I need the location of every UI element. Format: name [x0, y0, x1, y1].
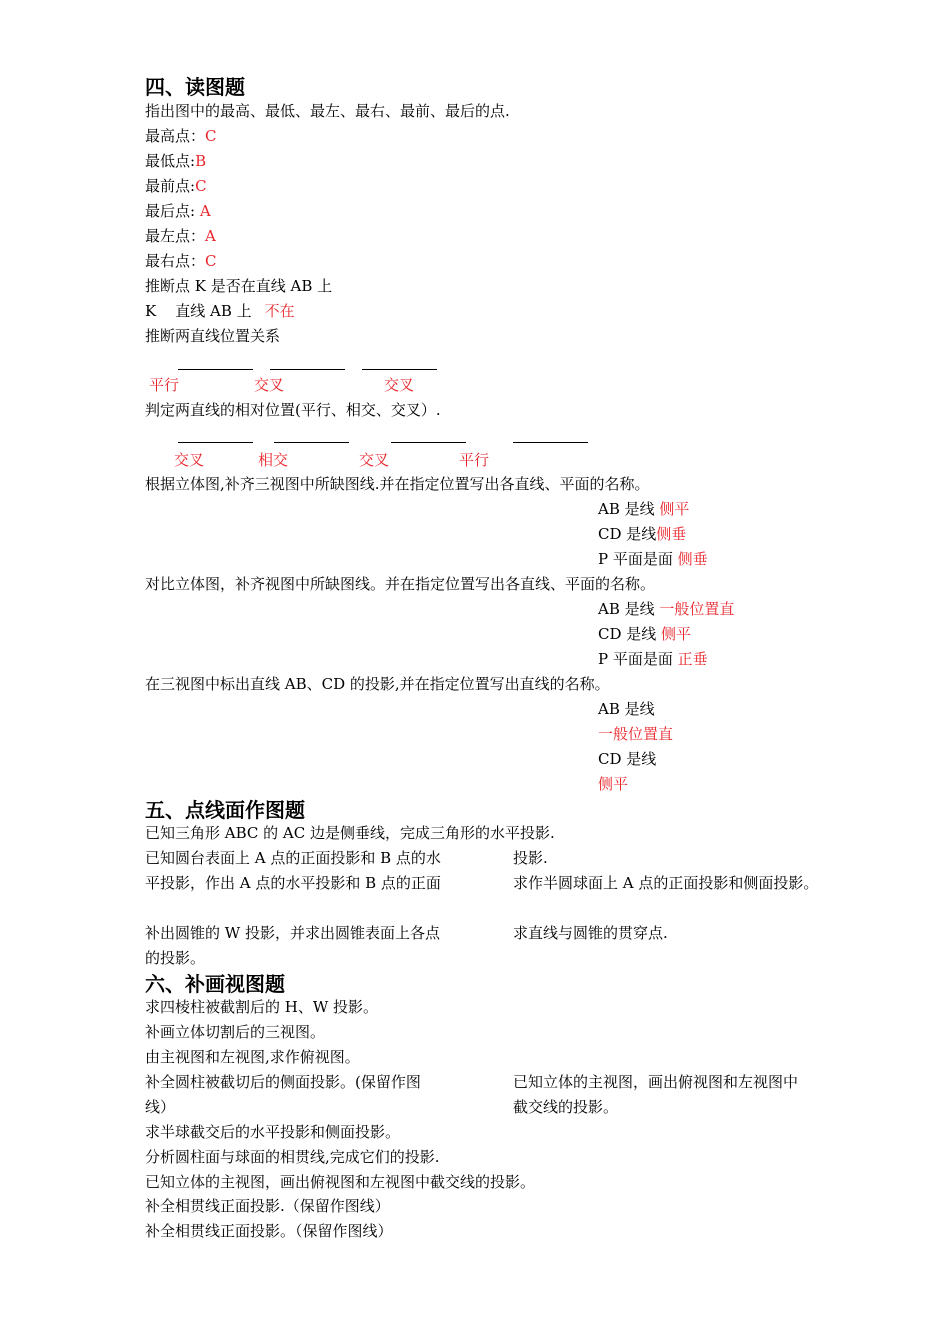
question-complete-views: 根据立体图,补齐三视图中所缺图线.并在指定位置写出各直线、平面的名称。 [145, 475, 650, 493]
answer-cd [598, 624, 691, 644]
answer-value: 交叉 [359, 451, 390, 469]
answer-label: K 直线 AB 上 [145, 302, 252, 320]
answer-ab [598, 599, 734, 619]
answer-label: 最高点： [145, 127, 206, 145]
answer-label: P 平面是面 [598, 650, 678, 668]
answer-ab-value: 一般位置直 [598, 725, 674, 743]
answer-label: P 平面是面 [598, 550, 678, 568]
question-cut-solid: 补画立体切割后的三视图。 [145, 1023, 326, 1041]
question-complete-curve-2: 补全相贯线正面投影。（保留作图线） [145, 1222, 393, 1240]
answer-p [598, 549, 708, 569]
answer-value: 交叉 [174, 451, 205, 469]
question-relative-position: 判定两直线的相对位置(平行、相交、交叉）. [145, 401, 441, 419]
question-cylinder-sphere: 分析圆柱面与球面的相贯线,完成它们的投影. [145, 1148, 440, 1166]
answer-label: 最低点: [145, 152, 196, 170]
answer-ab [598, 499, 689, 519]
question-triangle: 已知三角形 ABC 的 AC 边是侧垂线，完成三角形的水平投影. [145, 824, 555, 842]
answer-label: CD 是线 [598, 525, 657, 543]
question-cone-line1: 补出圆锥的 W 投影，并求出圆锥表面上各点 [145, 924, 440, 942]
answer-value: 相交 [258, 451, 289, 469]
question-mark-projections: 在三视图中标出直线 AB、CD 的投影,并在指定位置写出直线的名称。 [145, 675, 610, 693]
question-frustum-line1: 已知圆台表面上 A 点的正面投影和 B 点的水 [145, 849, 441, 867]
section-heading-reading: 四、读图题 [145, 75, 245, 99]
question-cylinder-line2: 线） [145, 1098, 176, 1116]
answer-value: 侧垂 [677, 550, 708, 568]
answer-p [598, 649, 708, 669]
answer-value: 平行 [149, 376, 180, 394]
question-piercing-point: 求直线与圆锥的贯穿点. [513, 924, 668, 942]
answer-label: 最后点: [145, 202, 200, 220]
answer-label: AB 是线 [598, 600, 660, 618]
answer-back [145, 201, 211, 221]
answer-value: 一般位置直 [659, 600, 735, 618]
section-heading-drawing: 五、点线面作图题 [145, 798, 305, 822]
answer-value: 侧平 [659, 500, 690, 518]
answer-blank [178, 442, 253, 443]
answer-cd [598, 524, 686, 544]
question-solid-intersection: 已知立体的主视图，画出俯视图和左视图中截交线的投影。 [145, 1173, 536, 1191]
answer-value: C [205, 127, 217, 145]
question-intersection-line1: 已知立体的主视图，画出俯视图和左视图中 [513, 1073, 799, 1091]
question-top-view: 由主视图和左视图,求作俯视图。 [145, 1048, 360, 1066]
answer-value: C [205, 252, 217, 270]
answer-value: 不在 [264, 302, 295, 320]
answer-value: B [195, 152, 207, 170]
answer-label: 最前点: [145, 177, 196, 195]
answer-value: C [195, 177, 207, 195]
answer-value: 交叉 [254, 376, 285, 394]
question-complete-curve-1: 补全相贯线正面投影.（保留作图线） [145, 1197, 390, 1215]
answer-highest [145, 126, 217, 146]
answer-cd-label: CD 是线 [598, 750, 657, 768]
question-compare-views: 对比立体图，补齐视图中所缺图线。并在指定位置写出各直线、平面的名称。 [145, 575, 656, 593]
answer-blank [270, 369, 345, 370]
question-point-k: 推断点 K 是否在直线 AB 上 [145, 277, 333, 295]
answer-value: 平行 [459, 451, 490, 469]
answer-blank [274, 442, 349, 443]
question-extreme-points: 指出图中的最高、最低、最左、最右、最前、最后的点. [145, 102, 510, 120]
question-two-lines: 推断两直线位置关系 [145, 327, 281, 345]
answer-blank [513, 442, 588, 443]
section-heading-views: 六、补画视图题 [145, 972, 285, 996]
question-prism: 求四棱柱被截割后的 H、W 投影。 [145, 998, 379, 1016]
question-frustum-line2: 平投影，作出 A 点的水平投影和 B 点的正面 [145, 874, 441, 892]
question-cylinder-line1: 补全圆柱被截切后的侧面投影。(保留作图 [145, 1073, 421, 1091]
answer-value: A [199, 202, 211, 220]
answer-value: 侧平 [661, 625, 692, 643]
answer-blank [178, 369, 253, 370]
answer-lowest [145, 151, 206, 171]
answer-left [145, 226, 216, 246]
question-hemisphere-cut: 求半球截交后的水平投影和侧面投影。 [145, 1123, 401, 1141]
answer-value: 正垂 [677, 650, 708, 668]
answer-label: 最左点： [145, 227, 206, 245]
answer-right [145, 251, 217, 271]
answer-value: 侧垂 [656, 525, 687, 543]
answer-point-k [145, 301, 295, 321]
answer-label: AB 是线 [598, 500, 655, 518]
answer-value: A [205, 227, 216, 245]
answer-blank [391, 442, 466, 443]
answer-cd-value: 侧平 [598, 775, 629, 793]
question-cone-line2: 的投影。 [145, 949, 206, 967]
answer-blank [362, 369, 437, 370]
question-frustum-line3: 投影. [513, 849, 548, 867]
question-hemisphere: 求作半圆球面上 A 点的正面投影和侧面投影。 [513, 874, 819, 892]
answer-label: CD 是线 [598, 625, 662, 643]
question-intersection-line2: 截交线的投影。 [513, 1098, 619, 1116]
answer-value: 交叉 [384, 376, 415, 394]
answer-ab-label: AB 是线 [598, 700, 655, 718]
answer-front [145, 176, 207, 196]
answer-label: 最右点： [145, 252, 206, 270]
